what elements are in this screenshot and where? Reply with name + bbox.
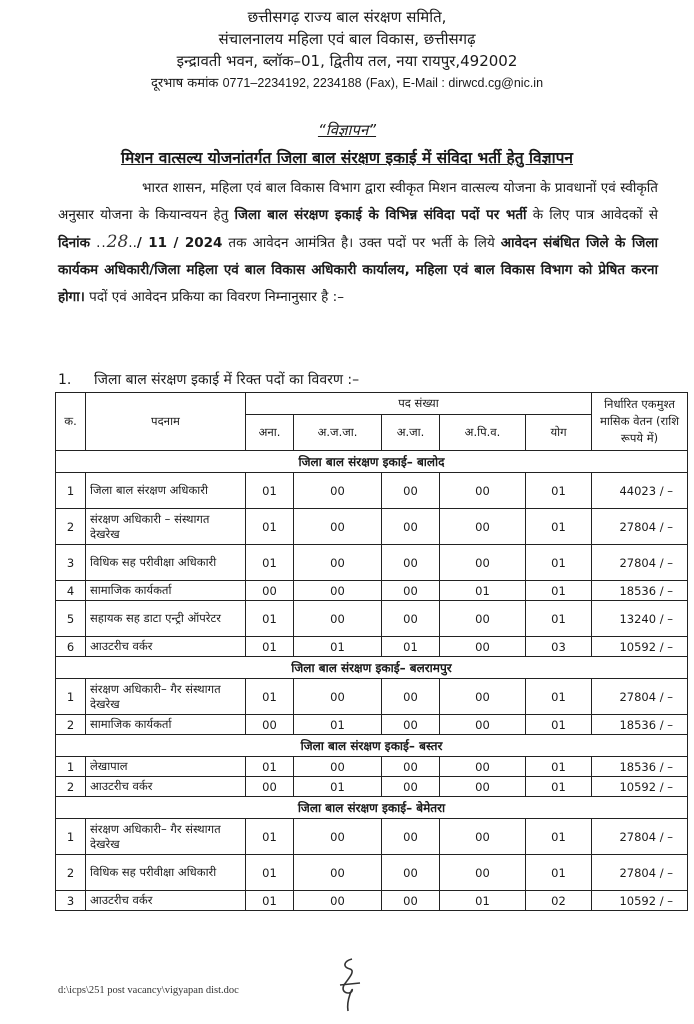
cell-aja: 00 (382, 581, 440, 601)
table-row (56, 473, 688, 509)
cell-sn: 1 (56, 679, 86, 715)
cell-post: संरक्षण अधिकारी – संस्थागत देखरेख (86, 509, 246, 545)
cell-aja: 00 (382, 545, 440, 581)
cell-apiv: 00 (440, 777, 526, 797)
district-name: जिला बाल संरक्षण इकाई– बस्तर (56, 735, 688, 757)
col-ana: अना. (246, 415, 294, 451)
cell-ajja: 00 (294, 581, 382, 601)
cell-aja: 00 (382, 891, 440, 911)
cell-aja: 01 (382, 637, 440, 657)
col-post: पदनाम (86, 393, 246, 451)
district-name: जिला बाल संरक्षण इकाई– बलरामपुर (56, 657, 688, 679)
phone-numbers: 0771–2234192, 2234188 (222, 76, 362, 90)
district-name: जिला बाल संरक्षण इकाई– बेमेतरा (56, 797, 688, 819)
signature-icon (330, 955, 370, 1019)
cell-ana: 01 (246, 545, 294, 581)
cell-ajja: 01 (294, 715, 382, 735)
cell-yog: 01 (526, 757, 592, 777)
cell-apiv: 01 (440, 581, 526, 601)
cell-ajja: 00 (294, 509, 382, 545)
date-label: दिनांक (58, 235, 91, 251)
advertisement-title: “विज्ञापन” (317, 121, 377, 139)
cell-post: लेखापाल (86, 757, 246, 777)
cell-ajja: 00 (294, 679, 382, 715)
advertisement-subtitle: मिशन वात्सल्य योजनांतर्गत जिला बाल संरक्षण इकाई में संविदा भर्ती हेतु विज्ञापन (120, 149, 574, 167)
file-path-footer: d:\icps\251 post vacancy\vigyapan dist.doc (58, 985, 239, 996)
vacancy-table (55, 392, 688, 911)
cell-yog: 01 (526, 777, 592, 797)
cell-ana: 01 (246, 473, 294, 509)
cell-yog: 01 (526, 679, 592, 715)
cell-salary: 27804 / – (592, 679, 688, 715)
cell-post: विधिक सह परीवीक्षा अधिकारी (86, 855, 246, 891)
cell-post: सामाजिक कार्यकर्ता (86, 581, 246, 601)
cell-sn: 1 (56, 819, 86, 855)
table-row (56, 715, 688, 735)
cell-salary: 13240 / – (592, 601, 688, 637)
table-row (56, 637, 688, 657)
cell-yog: 01 (526, 601, 592, 637)
cell-yog: 01 (526, 855, 592, 891)
cell-post: आउटरीच वर्कर (86, 777, 246, 797)
district-header (56, 797, 688, 819)
cell-salary: 27804 / – (592, 855, 688, 891)
cell-salary: 44023 / – (592, 473, 688, 509)
cell-salary: 18536 / – (592, 581, 688, 601)
cell-ajja: 00 (294, 545, 382, 581)
bold-units: जिला बाल संरक्षण इकाई के विभिन्न संविदा पदों पर भर्ती (234, 207, 527, 223)
cell-sn: 2 (56, 777, 86, 797)
cell-sn: 3 (56, 545, 86, 581)
cell-apiv: 00 (440, 473, 526, 509)
cell-sn: 4 (56, 581, 86, 601)
cell-sn: 2 (56, 715, 86, 735)
cell-ana: 01 (246, 509, 294, 545)
district-name: जिला बाल संरक्षण इकाई– बालोद (56, 451, 688, 473)
cell-sn: 5 (56, 601, 86, 637)
cell-yog: 02 (526, 891, 592, 911)
cell-yog: 01 (526, 509, 592, 545)
district-header (56, 657, 688, 679)
cell-apiv: 00 (440, 819, 526, 855)
cell-aja: 00 (382, 715, 440, 735)
cell-post: आउटरीच वर्कर (86, 637, 246, 657)
letterhead (0, 6, 694, 95)
cell-salary: 18536 / – (592, 715, 688, 735)
cell-ana: 00 (246, 581, 294, 601)
cell-ajja: 00 (294, 819, 382, 855)
cell-ana: 01 (246, 819, 294, 855)
table-row (56, 601, 688, 637)
cell-sn: 2 (56, 509, 86, 545)
cell-apiv: 00 (440, 715, 526, 735)
cell-yog: 01 (526, 715, 592, 735)
table-row (56, 679, 688, 715)
cell-aja: 00 (382, 601, 440, 637)
cell-ana: 01 (246, 757, 294, 777)
cell-ajja: 00 (294, 473, 382, 509)
cell-post: संरक्षण अधिकारी– गैर संस्थागत देखरेख (86, 679, 246, 715)
table-row (56, 819, 688, 855)
phone-label: दूरभाष कमांक (150, 76, 219, 91)
cell-yog: 01 (526, 581, 592, 601)
cell-sn: 2 (56, 855, 86, 891)
cell-salary: 18536 / – (592, 757, 688, 777)
cell-sn: 6 (56, 637, 86, 657)
col-apiv: अ.पि.व. (440, 415, 526, 451)
cell-yog: 01 (526, 819, 592, 855)
intro-paragraph: भारत शासन, महिला एवं बाल विकास विभाग द्वारा स्वीकृत मिशन वात्सल्य योजना के प्रावधानों एवं स्वीकृति अनुसार योजना के कियान्वयन हेतु जिला बाल संरक्षण इकाई के विभिन्न संविदा पदों पर भर्ती के लिए पात्र आवेदकों से दिनांक ..28../ 11 / 2024 तक आवेदन आमंत्रित है। उक्त पदों पर भर्ती के लिये आवेदन संबंधित जिले के जिला कार्यकम अधिकारी/जिला महिला एवं बाल विकास अधिकारी कार्यालय, महिला एवं बाल विकास विभाग को प्रेषित करना होगा। पदों एवं आवेदन प्रकिया का विवरण निम्नानुसार है :– (58, 180, 658, 305)
cell-aja: 00 (382, 777, 440, 797)
letterhead-line-2: संचालनालय महिला एवं बाल विकास, छत्तीसगढ़ (218, 30, 476, 48)
cell-ajja: 01 (294, 777, 382, 797)
section-1-heading: 1. जिला बाल संरक्षण इकाई में रिक्त पदों का विवरण :– (58, 372, 360, 388)
cell-sn: 1 (56, 757, 86, 777)
cell-salary: 27804 / – (592, 509, 688, 545)
cell-aja: 00 (382, 855, 440, 891)
cell-yog: 03 (526, 637, 592, 657)
cell-ana: 01 (246, 679, 294, 715)
cell-ajja: 00 (294, 891, 382, 911)
district-header (56, 735, 688, 757)
cell-ana: 00 (246, 777, 294, 797)
cell-apiv: 00 (440, 545, 526, 581)
cell-post: विधिक सह परीवीक्षा अधिकारी (86, 545, 246, 581)
cell-salary: 27804 / – (592, 545, 688, 581)
cell-apiv: 00 (440, 601, 526, 637)
table-row (56, 757, 688, 777)
cell-post: आउटरीच वर्कर (86, 891, 246, 911)
cell-apiv: 00 (440, 679, 526, 715)
cell-ana: 01 (246, 855, 294, 891)
cell-salary: 10592 / – (592, 777, 688, 797)
cell-post: संरक्षण अधिकारी– गैर संस्थागत देखरेख (86, 819, 246, 855)
cell-aja: 00 (382, 473, 440, 509)
cell-aja: 00 (382, 509, 440, 545)
fax-label: (Fax), (365, 76, 399, 90)
cell-aja: 00 (382, 757, 440, 777)
cell-ajja: 00 (294, 601, 382, 637)
col-ajja: अ.ज.जा. (294, 415, 382, 451)
cell-post: सामाजिक कार्यकर्ता (86, 715, 246, 735)
table-row (56, 777, 688, 797)
table-row (56, 855, 688, 891)
letterhead-line-1: छत्तीसगढ़ राज्य बाल संरक्षण समिति, (247, 8, 447, 26)
email-address: E-Mail : dirwcd.cg@nic.in (402, 76, 544, 90)
table-row (56, 581, 688, 601)
handwritten-date: 28 (106, 232, 129, 252)
cell-apiv: 00 (440, 637, 526, 657)
cell-salary: 10592 / – (592, 891, 688, 911)
cell-apiv: 00 (440, 855, 526, 891)
cell-aja: 00 (382, 819, 440, 855)
col-sn: क. (56, 393, 86, 451)
cell-salary: 10592 / – (592, 637, 688, 657)
cell-salary: 27804 / – (592, 819, 688, 855)
cell-post: सहायक सह डाटा एन्ट्री ऑपरेटर (86, 601, 246, 637)
letterhead-contact (0, 72, 694, 95)
cell-aja: 00 (382, 679, 440, 715)
cell-ana: 00 (246, 715, 294, 735)
cell-apiv: 00 (440, 509, 526, 545)
cell-sn: 3 (56, 891, 86, 911)
table-row (56, 509, 688, 545)
cell-ajja: 00 (294, 855, 382, 891)
cell-post: जिला बाल संरक्षण अधिकारी (86, 473, 246, 509)
submission-instruction: आवेदन संबंधित जिले के जिला कार्यकम अधिकारी/जिला महिला एवं बाल विकास अधिकारी कार्यालय, महिला एवं बाल विकास विभाग को प्रेषित करना होगा। (58, 235, 658, 305)
cell-apiv: 00 (440, 757, 526, 777)
district-header (56, 451, 688, 473)
cell-yog: 01 (526, 473, 592, 509)
cell-ana: 01 (246, 891, 294, 911)
table-row (56, 891, 688, 911)
cell-ana: 01 (246, 637, 294, 657)
cell-ana: 01 (246, 601, 294, 637)
letterhead-line-3: इन्द्रावती भवन, ब्लॉक–01, द्वितीय तल, नया रायपुर,492002 (176, 52, 518, 70)
date-month-year: / 11 / 2024 (136, 235, 223, 251)
col-post-count: पद संख्या (246, 393, 592, 415)
cell-yog: 01 (526, 545, 592, 581)
col-aja: अ.जा. (382, 415, 440, 451)
cell-ajja: 01 (294, 637, 382, 657)
col-salary: निर्धारित एकमुश्त मासिक वेतन (राशि रूपये में) (592, 393, 688, 451)
cell-apiv: 01 (440, 891, 526, 911)
col-yog: योग (526, 415, 592, 451)
table-row (56, 545, 688, 581)
cell-ajja: 00 (294, 757, 382, 777)
cell-sn: 1 (56, 473, 86, 509)
